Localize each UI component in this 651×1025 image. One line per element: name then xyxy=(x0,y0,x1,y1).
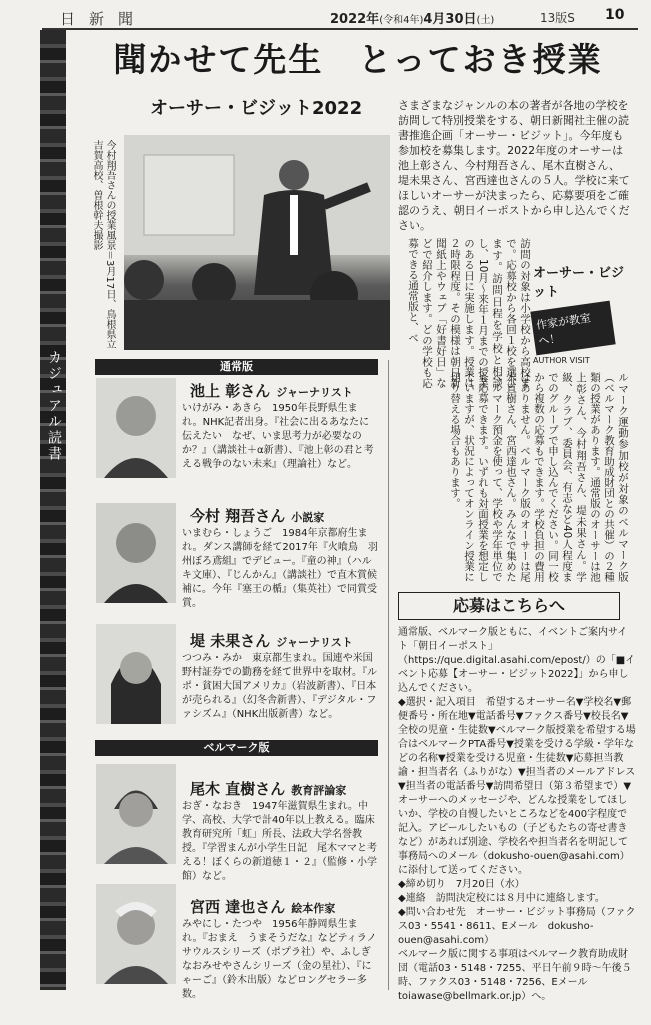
body-column-4-text: いずれも対面授業を想定していますが、状況によってオンライン授業に切り替える場合もあります。 xyxy=(449,372,489,582)
date-weekday: (土) xyxy=(476,15,495,26)
section-ribbon-label: カジュアル読書 xyxy=(46,350,62,462)
author-photo-ogi xyxy=(96,764,176,864)
apply-details xyxy=(398,626,636,1004)
author-name-text: 宮西 達也さん xyxy=(190,898,286,916)
portrait-icon xyxy=(96,378,176,478)
portrait-icon xyxy=(96,503,176,603)
body-column-1 xyxy=(392,238,532,388)
author-name-text: 今村 翔吾さん xyxy=(190,507,286,525)
portrait-icon xyxy=(96,884,176,984)
apply-line: ◆締め切り 7月20日（水） xyxy=(398,879,525,890)
section-regular: 通常版 xyxy=(95,359,378,375)
lecture-photo-illustration xyxy=(124,135,390,350)
logo-en: AUTHOR VISIT xyxy=(533,356,590,365)
page-title: 聞かせて先生 とっておき授業 xyxy=(113,40,603,79)
lecture-photo xyxy=(124,135,390,350)
author-job: 教育評論家 xyxy=(291,784,347,797)
section-bellmark: ベルマーク版 xyxy=(95,740,378,756)
issue-date xyxy=(330,8,494,27)
author-photo-ikegami xyxy=(96,378,176,478)
author-name-text: 堤 未果さん xyxy=(190,632,271,650)
section-ribbon xyxy=(40,30,66,990)
author-photo-miyanishi xyxy=(96,884,176,984)
author-bio-miyanishi: みやにし・たつや 1956年静岡県生まれ。『おまえ うまそうだな』などティラノサウルスシリーズ（ポプラ社）や、ふしぎなおみせやさんシリーズ（金の星社）、『にゃーご』（鈴木出版）などロングセラー多数。 xyxy=(182,919,377,1000)
body-column-2-text: ルマーク運動参加校が対象のベルマーク版（ベルマーク教育助成財団との共催）の２種類の授業があります。通常版のオーサーは池上彰さん、今村翔吾さん、堤未果さん。学級、クラブ、委員会、有志など40人程度までのグループで申し込んでください。同一校から複数の応募もできます。学校負担の費用はありません。 xyxy=(519,372,629,582)
apply-line: ◆連絡 訪問決定校には８月中に連絡します。 xyxy=(398,893,605,904)
author-job: 絵本作家 xyxy=(291,902,336,915)
apply-line: ベルマーク版に関する事項はベルマーク教育助成財団（電話03・5148・7255、平日午前９時～午後５時、ファクス03・5148・7256、Eメール toiawase@bellmark.or.jp）へ。 xyxy=(398,949,632,1002)
author-name-text: 池上 彰さん xyxy=(190,382,271,400)
author-visit-logo xyxy=(533,262,629,365)
author-bio-ikegami: いけがみ・あきら 1950年長野県生まれ。NHK記者出身。『社会に出るあなたに伝えたい なぜ、いま思考力が必要なのか？』（講談社＋α新書）、『池上彰の君と考える戦争のない未来』（理論社）など。 xyxy=(182,403,374,470)
body-column-1-text: 訪問の対象は小学校から高校まで。応募校から各回１校を選びます。訪問日程を学校と相談し、10月～来年１月までの授業のある日に実施します。授業は２時限程度。その模様は朝日新聞紙上やウェブ「好書好日」などで紹介します。 xyxy=(421,238,531,388)
portrait-icon xyxy=(96,624,176,724)
author-name-tsutsumi xyxy=(190,630,353,651)
date-day: 4月30日 xyxy=(423,12,477,27)
apply-line: ◆選択・記入項目 希望するオーサー名▼学校名▼郵便番号・所在地▼電話番号▼ファクス番号▼校長名▼全校の児童・生徒数▼ベルマーク版授業を希望する場合はベルマークPTA番号▼授業を受ける学級・学年などの名称▼授業を受ける児童・生徒数▼応募担当教諭・担当者名（ふりがな）▼担当者のメールアドレス▼担当者の電話番号▼訪問希望日（第３希望まで）▼オーサーへのメッセージや、どんな授業をしてほしいか、学校の自慢したいところなどを400字程度で記入。アピールしたいもの（子どもたちの寄せ書きなど）があれば別途、学校名や担当者名を明記して事務局へのメール（dokusho-ouen@asahi.com）に添付して送ってください。 xyxy=(398,697,636,876)
author-job: 小説家 xyxy=(291,511,325,524)
author-job: ジャーナリスト xyxy=(276,386,353,399)
author-name-imamura xyxy=(190,505,324,526)
column-divider xyxy=(388,360,389,990)
author-photo-imamura xyxy=(96,503,176,603)
author-name-ogi xyxy=(190,778,346,799)
apply-line: 通常版、ベルマーク版ともに、イベントご案内サイト「朝日イーポスト」（https://que.digital.asahi.com/epost/）の「■イベント応募【オーサー・ビジット2022】」から申し込んでください。 xyxy=(398,627,636,694)
author-name-ikegami xyxy=(190,380,353,401)
author-name-miyanishi xyxy=(190,896,335,917)
logo-tag: 作家が教室へ！ xyxy=(530,301,615,356)
intro-paragraph: さまざまなジャンルの本の著者が各地の学校を訪問して特別授業をする、朝日新聞社主催の読書推進企画「オーサー・ビジット」。今年度も参加校を募集します。2022年度のオーサーは池上彰さん、今村翔吾さん、尾木直樹さん、堤未果さん、宮西達也さんの５人。学校に来てほしいオーサーが決まったら、応募要項をご確認のうえ、朝日イーポストから申し込んでください。 xyxy=(398,99,630,232)
author-name-text: 尾木 直樹さん xyxy=(190,780,286,798)
portrait-icon xyxy=(96,764,176,864)
apply-line: ◆問い合わせ先 オーサー・ビジット事務局（ファクス03・5541・8611、Eメール dokusho-ouen@asahi.com） xyxy=(398,907,636,946)
photo-caption: 今村翔吾さんの授業風景＝3月17日、鳥根県立吉賀高校、曽根幹夫撮影 xyxy=(91,140,115,350)
author-bio-ogi: おぎ・なおき 1947年滋賀県生まれ。中学、高校、大学で計40年以上教える。臨床教育研究所「虹」所長、法政大学名誉教授。『学習まんが小学生日記 尾木ママと考える！ぼくらの新道徳１・２』（監修・小学館）など。 xyxy=(182,801,377,882)
body-column-1b-text: どの学校も応募できる通常版と、ベ xyxy=(407,238,433,389)
author-photo-tsutsumi xyxy=(96,624,176,724)
edition-label: 13版S xyxy=(540,11,575,25)
logo-title: オーサー・ビジット xyxy=(533,266,625,300)
date-year: 2022年 xyxy=(330,12,380,27)
author-bio-imamura: いまむら・しょうご 1984年京都府生まれ。ダンス講師を経て2017年『火喰鳥 羽州ぼろ鳶組』でデビュー。『童の神』（ハルキ文庫）、『じんかん』（講談社）で直木賞候補に。今年『塞王の楯』（集英社）で同賞受賞。 xyxy=(182,528,378,609)
newspaper-logo: 日新聞 xyxy=(60,10,148,28)
author-job: ジャーナリスト xyxy=(276,636,353,649)
header-rule xyxy=(42,28,638,30)
body-column-3-text: ベルマーク版のオーサーは尾木直樹さん、宮西達也さん。みんなで集めたベルマーク預金を使って、学校や学年単位でも応募できます。 xyxy=(477,372,531,582)
body-column-2 xyxy=(398,372,630,582)
page-number: 10 xyxy=(605,7,625,23)
author-bio-tsutsumi: つつみ・みか 東京都生まれ。国連や米国野村証券での勤務を経て世界中を取材。『ルポ・貧困大国アメリカ』（岩波新書）、『日本が売られる』（幻冬舎新書）、『デジタル・ファシズム』（NHK出版新書）など。 xyxy=(182,653,377,720)
apply-heading: 応募はこちらへ xyxy=(398,592,620,620)
date-era: (令和4年) xyxy=(379,15,424,26)
page-subtitle: オーサー・ビジット2022 xyxy=(150,98,363,119)
